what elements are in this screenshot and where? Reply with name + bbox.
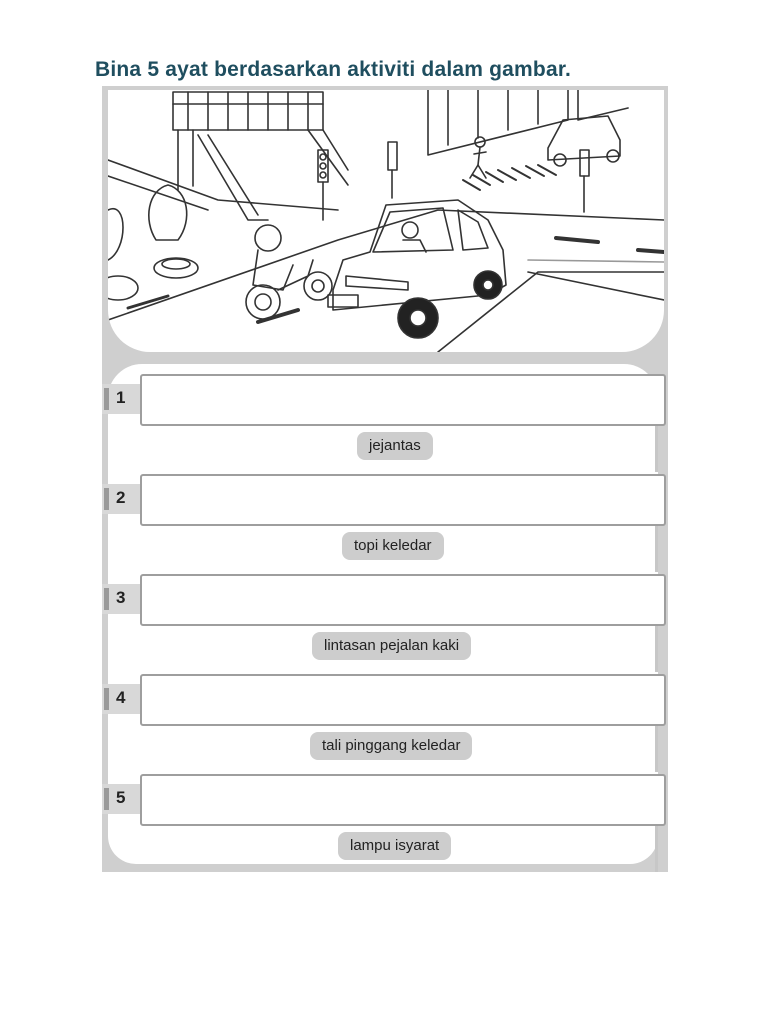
answer-box-5[interactable] bbox=[140, 774, 666, 826]
worksheet-title: Bina 5 ayat berdasarkan aktiviti dalam gambar. bbox=[95, 58, 572, 81]
question-number-tab bbox=[102, 784, 140, 814]
answer-box-1[interactable] bbox=[140, 374, 666, 426]
keyword-label-4: tali pinggang keledar bbox=[310, 732, 472, 760]
question-number: 1 bbox=[116, 388, 126, 407]
answer-input-1[interactable] bbox=[142, 376, 664, 424]
question-number: 2 bbox=[116, 488, 126, 507]
answer-box-4[interactable] bbox=[140, 674, 666, 726]
question-row-5 bbox=[102, 774, 668, 866]
answer-input-2[interactable] bbox=[142, 476, 664, 524]
answer-box-2[interactable] bbox=[140, 474, 666, 526]
keyword-label-3: lintasan pejalan kaki bbox=[312, 632, 471, 660]
question-number: 3 bbox=[116, 588, 126, 607]
question-number-tab bbox=[102, 584, 140, 614]
keyword-label-1: jejantas bbox=[357, 432, 433, 460]
keyword-label-2: topi keledar bbox=[342, 532, 444, 560]
question-number: 5 bbox=[116, 788, 126, 807]
question-row-2 bbox=[102, 474, 668, 566]
street-scene-illustration bbox=[108, 90, 664, 352]
question-row-1 bbox=[102, 374, 668, 466]
answer-input-4[interactable] bbox=[142, 676, 664, 724]
answer-box-3[interactable] bbox=[140, 574, 666, 626]
question-number-tab bbox=[102, 384, 140, 414]
question-row-4 bbox=[102, 674, 668, 766]
question-row-3 bbox=[102, 574, 668, 666]
keyword-label-5: lampu isyarat bbox=[338, 832, 451, 860]
question-number-tab bbox=[102, 684, 140, 714]
answer-input-3[interactable] bbox=[142, 576, 664, 624]
answer-input-5[interactable] bbox=[142, 776, 664, 824]
answer-panel bbox=[102, 358, 668, 870]
question-number: 4 bbox=[116, 688, 126, 707]
question-number-tab bbox=[102, 484, 140, 514]
